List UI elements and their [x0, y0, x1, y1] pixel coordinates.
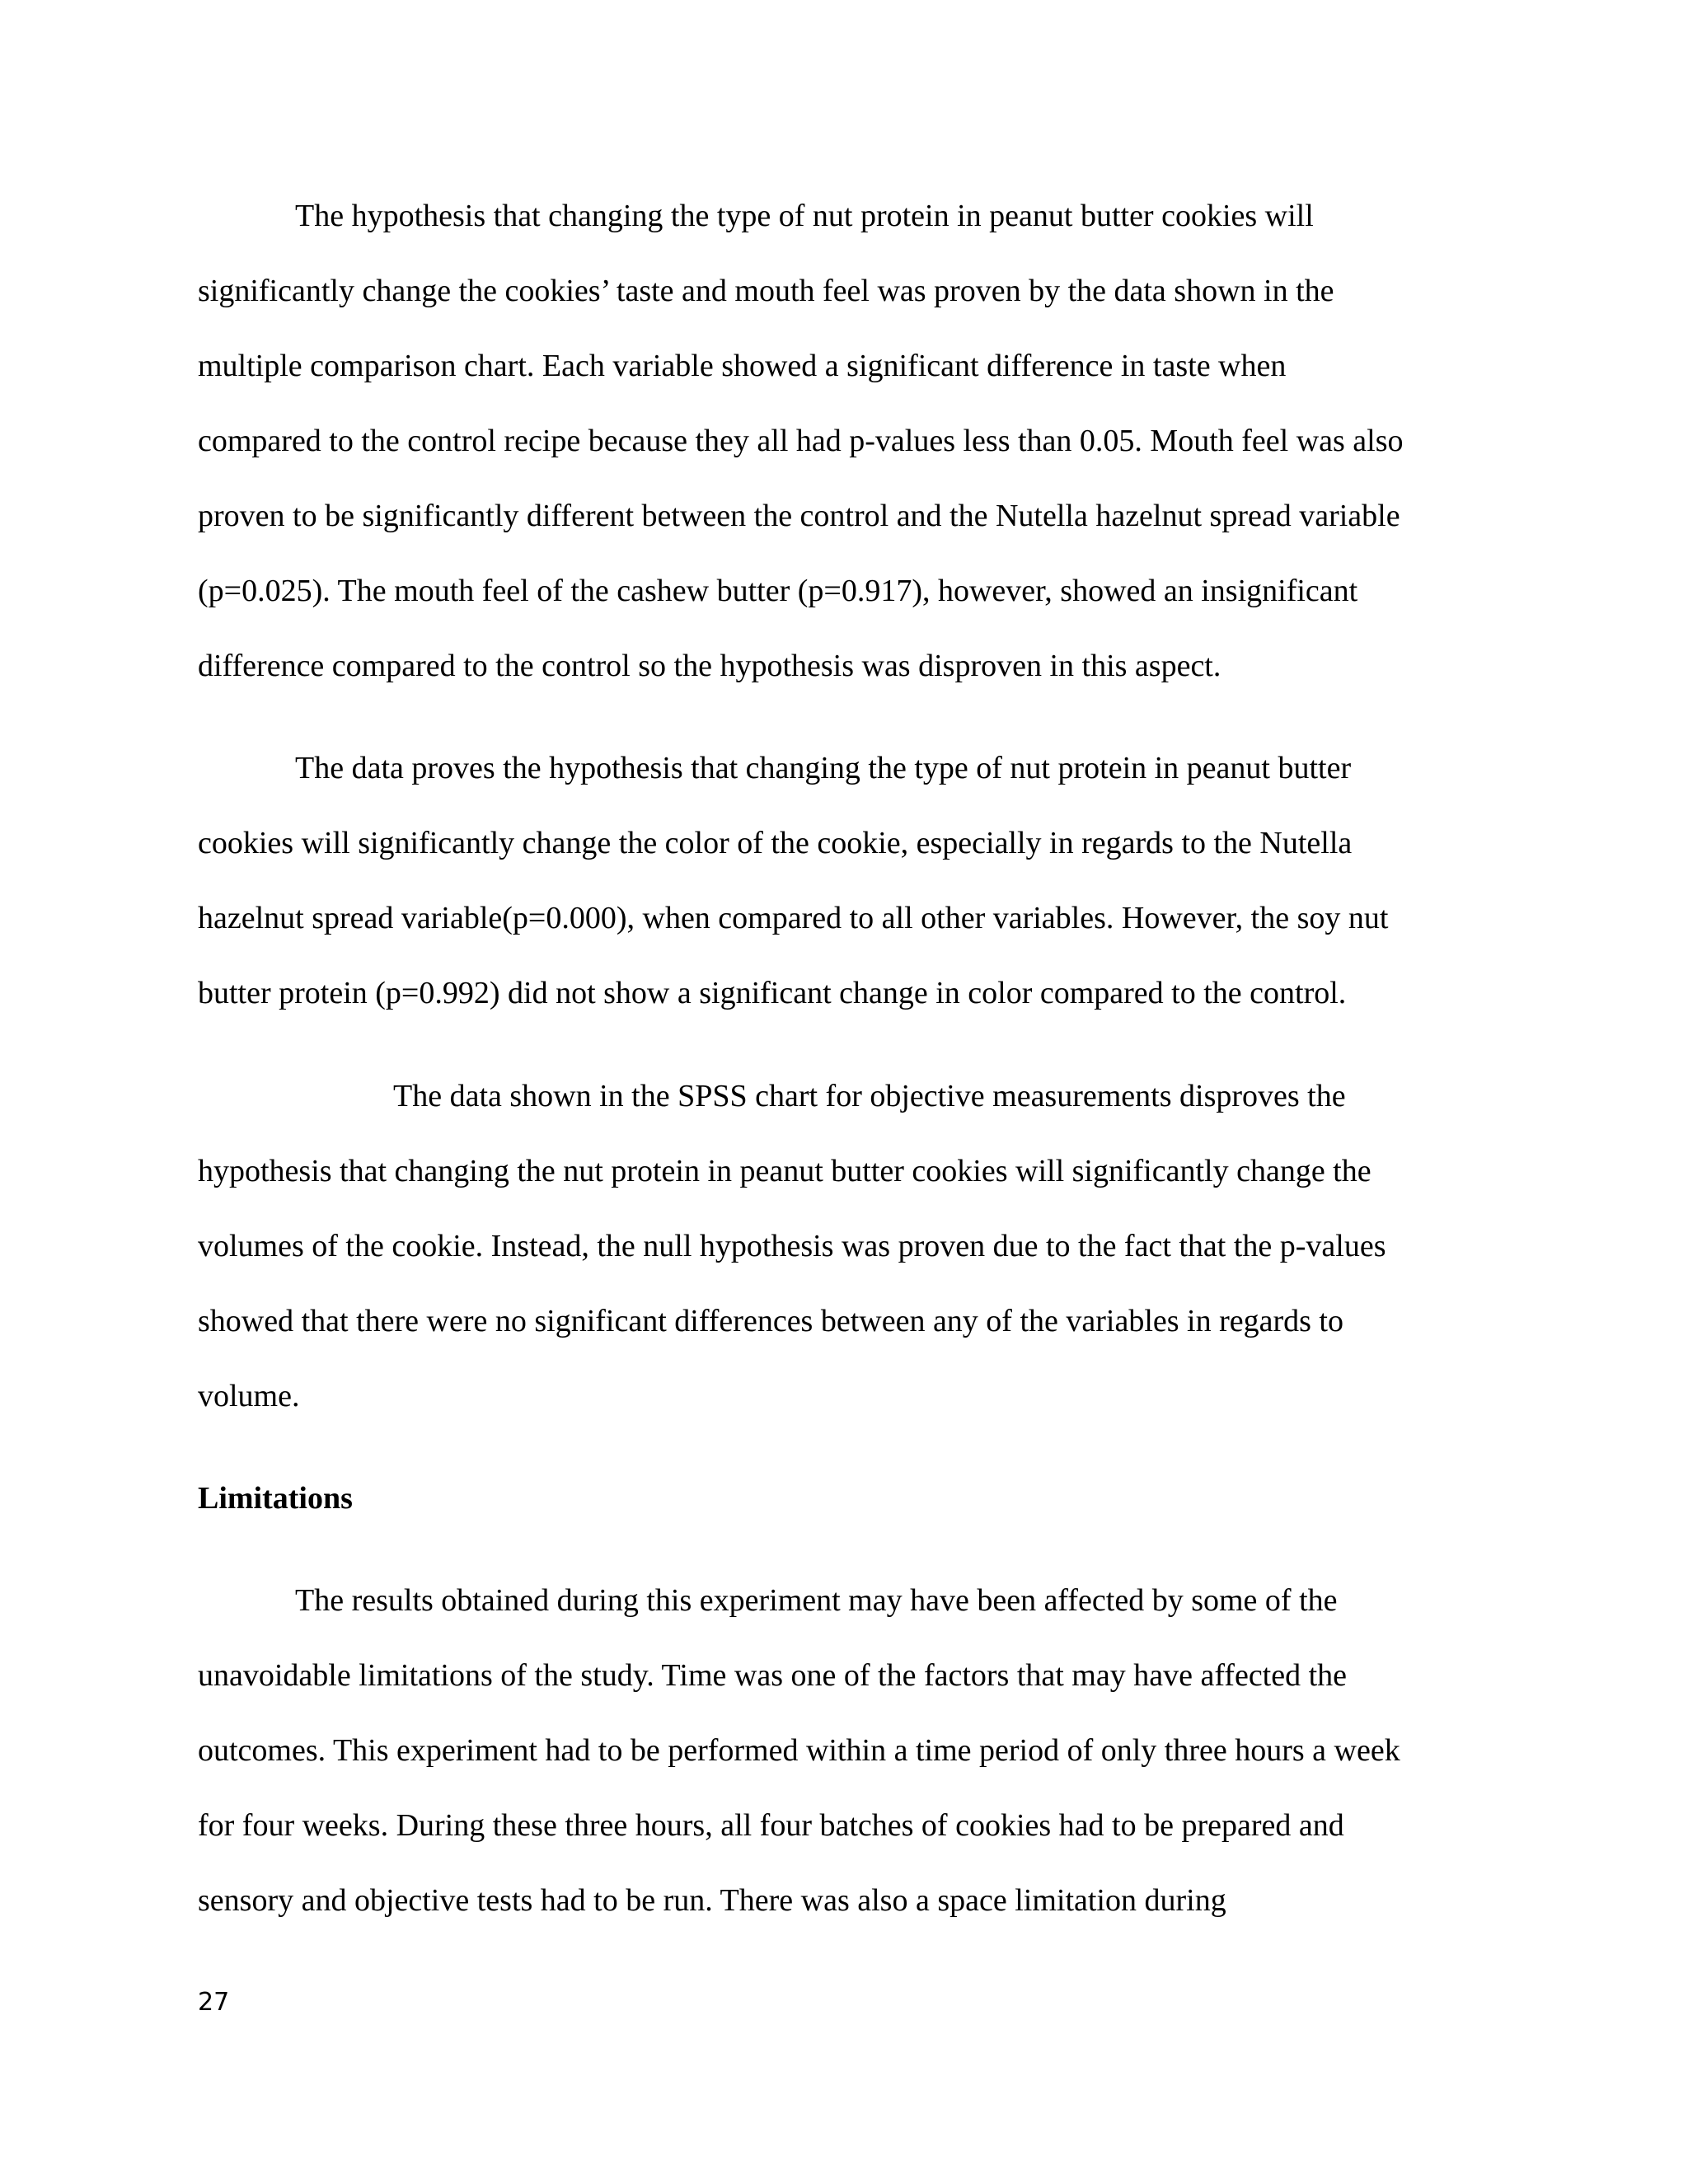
paragraph-line: The data shown in the SPSS chart for objective measurements disproves the [393, 1079, 1346, 1113]
paragraph-line: significantly change the cookies’ taste and mouth feel was proven by the data shown in the [198, 274, 1334, 308]
paragraph-line: butter protein (p=0.992) did not show a significant change in color compared to the control. [198, 976, 1347, 1010]
paragraph-line: volume. [198, 1379, 300, 1413]
paragraph-line: hazelnut spread variable(p=0.000), when compared to all other variables. However, the soy nut [198, 901, 1389, 935]
paragraph-line: The hypothesis that changing the type of nut protein in peanut butter cookies will [295, 199, 1314, 233]
paragraph-line: sensory and objective tests had to be run. There was also a space limitation during [198, 1883, 1226, 1918]
paragraph-line: The results obtained during this experiment may have been affected by some of the [295, 1583, 1338, 1618]
paragraph-line: The data proves the hypothesis that changing the type of nut protein in peanut butter [295, 751, 1352, 785]
paragraph-line: showed that there were no significant differences between any of the variables in regards to [198, 1304, 1343, 1338]
paragraph-line: compared to the control recipe because they all had p-values less than 0.05. Mouth feel was also [198, 424, 1404, 458]
paragraph-line: cookies will significantly change the color of the cookie, especially in regards to the Nutella [198, 826, 1353, 860]
paragraph-line: for four weeks. During these three hours, all four batches of cookies had to be prepared and [198, 1808, 1344, 1843]
paragraph-line: outcomes. This experiment had to be performed within a time period of only three hours a week [198, 1733, 1400, 1768]
section-heading: Limitations [198, 1481, 353, 1516]
paragraph-line: multiple comparison chart. Each variable showed a significant difference in taste when [198, 349, 1287, 383]
page-number: 27 [198, 1988, 230, 2017]
paragraph-line: difference compared to the control so the hypothesis was disproven in this aspect. [198, 649, 1221, 683]
paragraph-line: hypothesis that changing the nut protein in peanut butter cookies will significantly change the [198, 1154, 1372, 1188]
paragraph-line: unavoidable limitations of the study. Time was one of the factors that may have affected the [198, 1658, 1348, 1693]
paragraph-line: proven to be significantly different between the control and the Nutella hazelnut spread variable [198, 499, 1400, 533]
paragraph-line: volumes of the cookie. Instead, the null hypothesis was proven due to the fact that the p-values [198, 1229, 1386, 1263]
paragraph-line: (p=0.025). The mouth feel of the cashew butter (p=0.917), however, showed an insignificant [198, 574, 1358, 608]
